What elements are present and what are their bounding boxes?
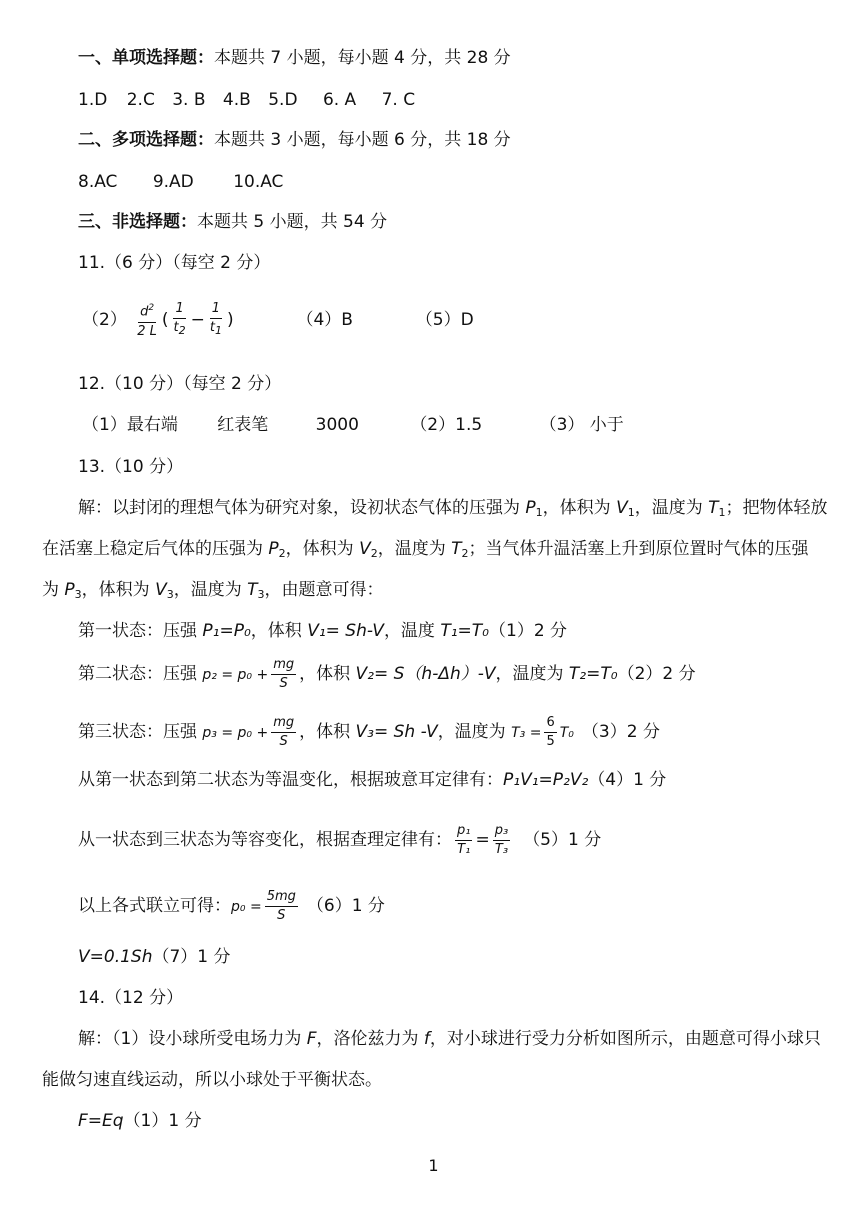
section3-desc: 本题共 5 小题，共 54 分 bbox=[197, 212, 388, 232]
answer-item: 9.AD bbox=[152, 172, 194, 192]
section2-desc: 本题共 3 小题，每小题 6 分，共 18 分 bbox=[214, 130, 511, 150]
answer-item: 1.D bbox=[78, 90, 108, 110]
q13-state3: 第三状态：压强 p₃ = p₀ + $\frac{mg}{S}$ ，体积 V₃= Sh -V，温度为 T₃ = $\frac{6}{5}$ T₀ （3）2 分 bbox=[78, 714, 660, 749]
q11-part2-label: （2） bbox=[82, 310, 127, 330]
q14-line1: 解：（1）设小球所受电场力为 F，洛伦兹力为 f，对小球进行受力分析如图所示，由题意可得小球只 bbox=[78, 1029, 821, 1049]
p1-over-t1-fraction: $\frac{\text{p₁}}{\text{T₁}}$ bbox=[457, 822, 471, 857]
answer-item: 5.D bbox=[268, 90, 298, 110]
page-number: 1 bbox=[428, 1156, 439, 1175]
q14-equation: F=Eq（1）1 分 bbox=[78, 1111, 202, 1131]
answer-item: 10.AC bbox=[233, 172, 284, 192]
q11-fraction-1-t2sq: $\frac{1}{t_2}$ bbox=[173, 301, 186, 337]
q13-combined: 以上各式联立可得：p₀ = $\frac{5mg}{S}$ （6）1 分 bbox=[78, 888, 385, 923]
q11-part5: （5）D bbox=[415, 310, 474, 330]
section2-heading bbox=[78, 128, 511, 152]
q13-line3: 为 $P_3$，体积为 $V_3$，温度为 $T_3$，由题意可得： bbox=[42, 580, 384, 601]
six-fifths-fraction: $\frac{6}{5}$ bbox=[546, 714, 555, 749]
q13-state1: 第一状态：压强 P₁=P₀，体积 V₁= Sh-V，温度 T₁=T₀（1）2 分 bbox=[78, 621, 568, 641]
answer-item: 6. A bbox=[322, 90, 357, 110]
p3-over-t3-fraction: $\frac{\text{p₃}}{\text{T₃}}$ bbox=[494, 822, 509, 857]
q13-state2: 第二状态：压强 p₂ = p₀ + $\frac{mg}{S}$ ，体积 V₂= S（h-Δh）-V，温度为 T₂=T₀（2）2 分 bbox=[78, 656, 696, 691]
answer-item: 2.C bbox=[126, 90, 155, 110]
q13-charles: 从一状态到三状态为等容变化，根据查理定律有： $\frac{\text{p₁}}{\text{T₁}}$ = $\frac{\text{p₃}}{\text{T₃}}$ （5）1 分 bbox=[78, 822, 602, 857]
section1-title: 一、单项选择题： bbox=[78, 48, 214, 68]
q12-item: 红表笔 bbox=[217, 415, 269, 435]
section2-title: 二、多项选择题： bbox=[78, 130, 214, 150]
answer-item: 7. C bbox=[381, 90, 416, 110]
5mg-over-s-fraction: $\frac{5mg}{S}$ bbox=[266, 888, 296, 923]
q13-line1: 解：以封闭的理想气体为研究对象，设初状态气体的压强为 $P_1$，体积为 $V_1$，温度为 $T_1$；把物体轻放 bbox=[78, 498, 828, 519]
q12-item: （2）1.5 bbox=[410, 415, 483, 435]
q12-item: （1）最右端 bbox=[82, 415, 178, 435]
section3-heading bbox=[78, 210, 387, 234]
q13-boyle: 从第一状态到第二状态为等温变化，根据玻意耳定律有：P₁V₁=P₂V₂（4）1 分 bbox=[78, 770, 667, 790]
q12-heading: 12.（10 分）（每空 2 分） bbox=[78, 374, 282, 394]
answer-item: 4.B bbox=[222, 90, 251, 110]
mg-over-s-fraction: $\frac{mg}{S}$ bbox=[273, 656, 295, 691]
answer-item: 8.AC bbox=[78, 172, 118, 192]
section3-title: 三、非选择题： bbox=[78, 212, 197, 232]
section1-heading bbox=[78, 46, 511, 70]
q11-heading: 11.（6 分）（每空 2 分） bbox=[78, 253, 271, 273]
answers2-row bbox=[78, 170, 283, 194]
q12-item: 3000 bbox=[315, 415, 359, 435]
q14-line2: 能做匀速直线运动，所以小球处于平衡状态。 bbox=[42, 1070, 382, 1090]
q11-fraction-d2-2L: $\frac{d^2}{2 L}$ bbox=[135, 300, 159, 339]
q11-part4: （4）B bbox=[296, 310, 353, 330]
mg-over-s-fraction: $\frac{mg}{S}$ bbox=[273, 714, 295, 749]
q13-heading: 13.（10 分） bbox=[78, 457, 184, 477]
answer-item: 3. B bbox=[172, 90, 206, 110]
q11-fraction-1-t1sq: $\frac{1}{t_1}$ bbox=[209, 301, 222, 337]
answers1-row bbox=[78, 88, 415, 112]
q14-heading: 14.（12 分） bbox=[78, 988, 184, 1008]
q12-item: （3） 小于 bbox=[539, 415, 624, 435]
q12-answers bbox=[82, 413, 624, 437]
q11-answers: （2） $\frac{d^2}{2 L}$ ( $\frac{1}{t_2}$ − $\frac{1}{t_1}$ ) （4）B （5）D bbox=[82, 301, 474, 339]
q13-result: V=0.1Sh（7）1 分 bbox=[78, 947, 231, 967]
q13-line2: 在活塞上稳定后气体的压强为 $P_2$，体积为 $V_2$，温度为 $T_2$；当气体升温活塞上升到原位置时气体的压强 bbox=[42, 539, 809, 560]
section1-desc: 本题共 7 小题，每小题 4 分，共 28 分 bbox=[214, 48, 511, 68]
